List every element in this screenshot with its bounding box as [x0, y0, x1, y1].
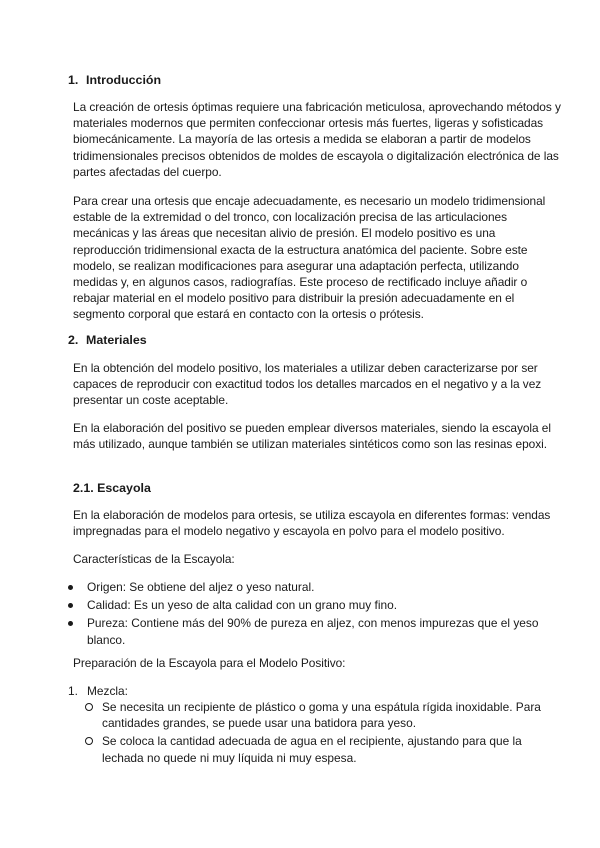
list-item: Se coloca la cantidad adecuada de agua en el recipiente, ajustando para que la lechada no quede ni muy líquida ni muy espesa. [0, 733, 562, 765]
list-item: Origen: Se obtiene del aljez o yeso natural. [0, 579, 557, 595]
bullet-icon [68, 621, 73, 626]
circle-bullet-icon [85, 703, 93, 711]
bullet-icon [68, 603, 73, 608]
intro-paragraph-2: Para crear una ortesis que encaje adecuadamente, es necesario un modelo tridimensional estable de la extremidad o del tronco, con localización precisa de las articulaciones mecánicas y las áreas que necesitan alivio de presión. El modelo positivo es una reproducción tridimensional exacta de la estructura anatómica del paciente. Sobre este modelo, se realizan modificaciones para asegurar una adaptación perfecta, utilizando medidas y, en algunos casos, radiografías. Este proceso de rectificado incluye añadir o rebajar material en el modelo positivo para distribuir la presión adecuadamente en el segmento corporal que estará en contacto con la ortesis o prótesis. [73, 194, 546, 322]
section-heading-materiales [68, 332, 147, 348]
intro-paragraph-1: La creación de ortesis óptimas requiere una fabricación meticulosa, aprovechando métodos y materiales modernos que permiten confeccionar ortesis más fuertes, ligeras y sofisticadas biomecánicamente. La mayoría de las ortesis a medida se elaboran a partir de modelos tridimensionales precisos obtenidos de moldes de escayola o digitalización electrónica de las partes afectadas del cuerpo. [73, 100, 561, 179]
step-item-mezcla [68, 683, 128, 699]
section-title: Introducción [86, 73, 162, 87]
section-heading-introduccion [68, 72, 161, 88]
characteristics-list [0, 579, 600, 650]
section-title: Materiales [86, 333, 147, 347]
list-item: Pureza: Contiene más del 90% de pureza en aljez, con menos impurezas que el yeso blanco. [0, 615, 557, 647]
step-number: 1. [68, 684, 78, 698]
list-item: Calidad: Es un yeso de alta calidad con un grano muy fino. [0, 597, 557, 613]
bullet-icon [68, 585, 73, 590]
materiales-paragraph-1: En la obtención del modelo positivo, los materiales a utilizar deben caracterizarse por ser capaces de reproducir con exactitud todos los detalles marcados en el negativo y a la vez presentar un coste aceptable. [73, 361, 542, 408]
circle-bullet-icon [85, 737, 93, 745]
section-number: 1. [68, 73, 79, 87]
mezcla-sublist [0, 699, 600, 768]
caracteristicas-label: Características de la Escayola: [73, 552, 235, 566]
step-title: Mezcla: [87, 684, 128, 698]
materiales-paragraph-2: En la elaboración del positivo se pueden emplear diversos materiales, siendo la escayola el más utilizado, aunque también se utilizan materiales sintéticos como son las resinas epoxi. [73, 421, 551, 452]
list-item: Se necesita un recipiente de plástico o goma y una espátula rígida inoxidable. Para cantidades grandes, se puede usar una batidora para yeso. [0, 699, 562, 731]
preparacion-label: Preparación de la Escayola para el Modelo Positivo: [73, 656, 346, 670]
escayola-paragraph-1: En la elaboración de modelos para ortesis, se utiliza escayola en diferentes formas: vendas impregnadas para el modelo negativo y escayola en polvo para el modelo positivo. [73, 508, 551, 539]
subsection-heading-escayola: 2.1. Escayola [73, 481, 151, 495]
section-number: 2. [68, 333, 79, 347]
